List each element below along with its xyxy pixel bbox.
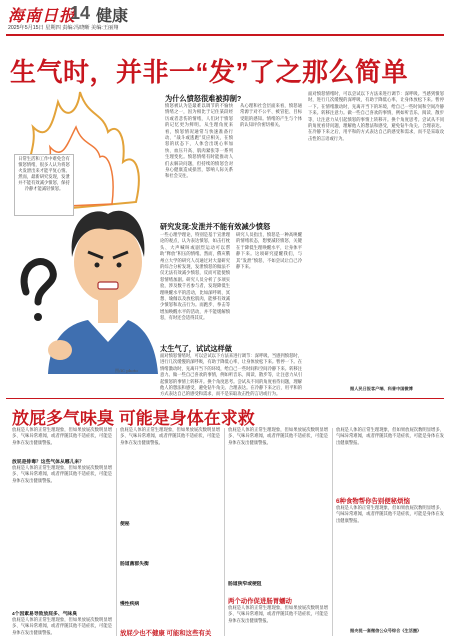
sidebar-note: 日常生活和工作中难免会有愤怒情绪，很多人认为将怒火发泄出来才能平复心情。然而，最新研究发现，发泄并不能有效减少愤怒，保持冷静才能减轻愤怒。	[14, 154, 74, 216]
bottom-byline: 据央视一套微信公众号综合《生活圈》	[350, 628, 422, 633]
paragraph-4: 研究人员指出，愤怒是一种高唤醒的情绪状态，想要减轻愤怒，关键在于降低生理唤醒水平，让身体平静下来。这项研究提醒我们，与其“发泄”愤怒，不如尝试让自己冷静下来。	[236, 233, 302, 271]
subhead-why-hard: 为什么愤怒很难被抑制?	[165, 94, 242, 103]
bottom-sub-chronic: 慢性疾病	[120, 602, 140, 607]
bottom-headline: 放屁多气味臭 可能是身体在求救	[12, 409, 255, 428]
bottom-subhead-5: 两个动作促进肠胃蠕动	[228, 598, 292, 605]
bottom-intro: 放屁是人体的正常生理现象，但如果放屁次数明显增多、气味异常难闻，或者伴随其他不适症状，可能是身体在发出健康警报。	[12, 428, 112, 446]
page-number: 14	[70, 3, 91, 23]
bottom-subhead-4: 6种食物帮你告别便秘烦恼	[336, 498, 410, 505]
bottom-col-1b: 放屁是人体的正常生理现象，但如果放屁次数明显增多、气味异常难闻，或者伴随其他不适症状，可能是身体在发出健康警报。	[12, 618, 112, 636]
masthead-rule	[6, 34, 444, 36]
bottom-col-2: 放屁是人体的正常生理现象，但如果放屁次数明显增多、气味异常难闻，或者伴随其他不适症状，可能是身体在发出健康警报。	[120, 428, 220, 446]
subhead-tips: 太生气了，试试这样做	[160, 344, 232, 353]
section-title: 健康	[96, 6, 129, 25]
bottom-col-3: 放屁是人体的正常生理现象，但如果放屁次数明显增多、气味异常难闻，或者伴随其他不适症状，可能是身体在发出健康警报。	[228, 428, 328, 446]
paragraph-3: 一些心理学理论，特别是基于宣泄理论的观点，认为表达愤怒，如击打枕头、大声喊叫或剧烈运动可以帮助“释放”积压的情绪。然而，俄亥俄州立大学的研究人员通过对大量研究的综合分析发现，发泄愤怒的做法不仅无法有效减少愤怒，反而可能使愤怒情绪加剧。研究人员分析了多项实验，涉及数千名参与者，发现降低生理唤醒水平的活动，比如深呼吸、冥想、瑜伽以及放松肌肉，能够有效减少愤怒和攻击行为。而跑步、拳击等增加唤醒水平的活动，并不能缓解愤怒，有时还会适得其反。	[160, 233, 230, 322]
bottom-col-4b: 放屁是人体的正常生理现象，但如果放屁次数明显增多、气味异常难闻，或者伴随其他不适症状，可能是身体在发出健康警报。	[336, 506, 444, 524]
bottom-sub-constipation: 便秘	[120, 522, 130, 527]
far-right-column: 面对愤怒情绪时，可以尝试以下方法来进行调节：深呼吸。当感到愤怒时，进行几次缓慢的深呼吸，有助于降低心率，让身体放松下来。暂停一下。在情绪激动时，先离开当下的环境，给自己一些时间和空间冷静下来。转移注意力。做一些自己喜欢的事情，例如听音乐、阅读、散步等，让注意力从引起愤怒的事情上转移开。换个角度思考。尝试从不同的角度看待问题，理解他人的想法和感受，避免钻牛角尖。合理表达。在冷静下来之后，用平和的方式表达自己的感受和需求，而不是采取攻击性的言语或行为。	[308, 92, 444, 142]
angry-boy-illustration	[8, 92, 158, 374]
bottom-col-1: 放屁是人体的正常生理现象，但如果放屁次数明显增多、气味异常难闻，或者伴随其他不适症状，可能是身体在发出健康警报。	[12, 466, 112, 484]
page-headline: 生气时，并非一“发”了之那么简单	[10, 57, 409, 87]
paragraph-1: 愤怒被认为是最难以调节的不愉快情绪之一，因为相比于记住某段经历或者悲伤的情绪，人们对于愤怒的记忆更为鲜明。从生理角度来看，愤怒情况通常与快速准备行动、“战斗或逃跑”反应相关，在愤怒的状态下，人体会出现心率加快、血压升高、肌肉紧张等一系列生理变化。愤怒情绪有时能推动人们去解决问题，但持续的愤怒会对身心健康造成损害，影响人际关系和社会交往。	[165, 104, 233, 180]
masthead	[6, 3, 444, 33]
article-byline: 据人民日报客户端、科普中国微博	[350, 386, 413, 391]
bottom-subhead-1: 放屁是排毒？这些气体从哪儿来？	[12, 460, 84, 465]
column-divider	[332, 428, 333, 636]
bottom-sub-stenosis: 肠道狭窄或梗阻	[228, 582, 262, 587]
paragraph-2: 从心理和社会层面来看，愤怒通常源于对不公平、被冒犯、目标受阻的感知。情绪的产生与个体的认知评价密切相关。	[240, 104, 302, 129]
bottom-subhead-3: 放屁少也不健康 可能和这些有关	[120, 630, 212, 637]
column-divider	[224, 428, 225, 636]
bottom-col-4: 放屁是人体的正常生理现象，但如果放屁次数明显增多、气味异常难闻，或者伴随其他不适症状，可能是身体在发出健康警报。	[336, 428, 444, 446]
paragraph-5: 面对愤怒情绪时，可以尝试以下方法来进行调节：深呼吸。当感到愤怒时，进行几次缓慢的深呼吸，有助于降低心率，让身体放松下来。暂停一下。在情绪激动时，先离开当下的环境，给自己一些时间和空间冷静下来。转移注意力。做一些自己喜欢的事情，例如听音乐、阅读、散步等，让注意力从引起愤怒的事情上转移开。换个角度思考。尝试从不同的角度看待问题，理解他人的想法和感受，避免钻牛角尖。合理表达。在冷静下来之后，用平和的方式表达自己的感受和需求，而不是采取攻击性的言语或行为。	[160, 354, 302, 398]
subhead-research: 研究发现:发泄并不能有效减少愤怒	[160, 222, 271, 231]
column-divider	[116, 428, 117, 636]
dateline: 2025年5月15日 星期四 责编:冯晓晰 美编:王丽翔	[8, 25, 119, 31]
image-caption: 图/IC photo	[115, 368, 138, 373]
bottom-col-3b: 放屁是人体的正常生理现象，但如果放屁次数明显增多、气味异常难闻，或者伴随其他不适症状，可能是身体在发出健康警报。	[228, 606, 328, 624]
section-rule	[6, 398, 444, 399]
bottom-subhead-2: 4个因素易导致放屁多、气味臭	[12, 612, 78, 617]
bottom-sub-flora: 肠道菌群失衡	[120, 562, 149, 567]
newspaper-logo: 海南日报	[8, 6, 77, 25]
